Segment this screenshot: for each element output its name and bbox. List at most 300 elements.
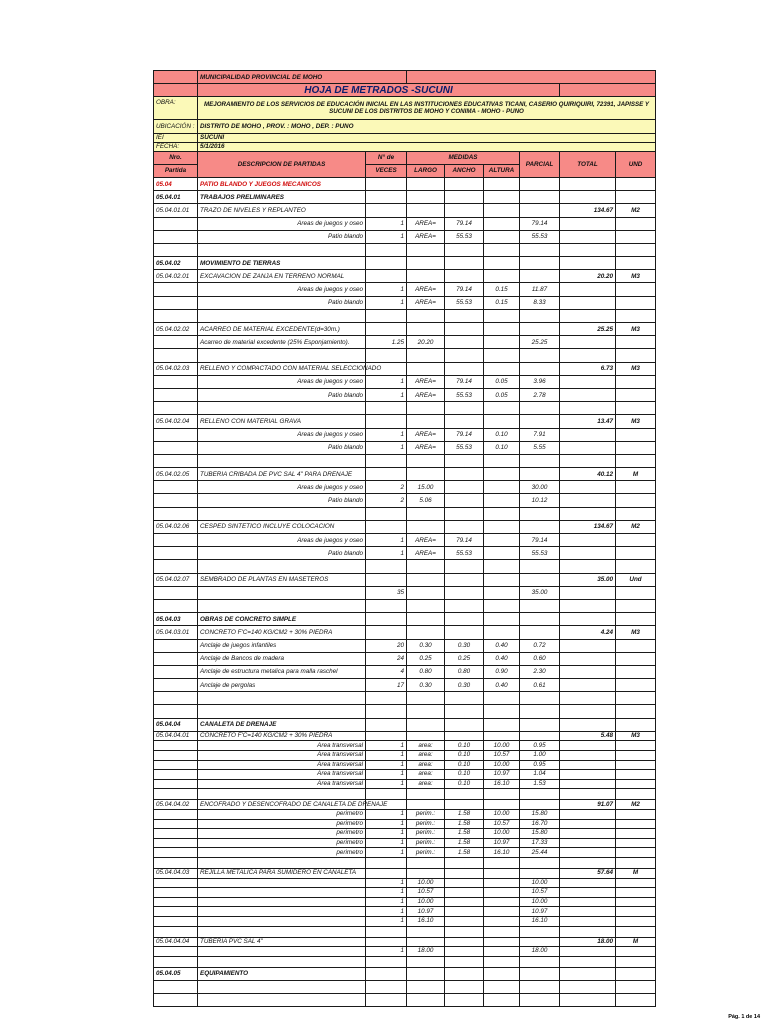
ancho-value bbox=[445, 204, 484, 217]
table-row bbox=[154, 947, 656, 957]
parcial-value: 0.95 bbox=[520, 741, 560, 751]
largo-value bbox=[407, 967, 445, 980]
parcial-value: 0.95 bbox=[520, 760, 560, 770]
veces-value bbox=[366, 309, 407, 322]
ancho-value bbox=[445, 789, 484, 800]
largo-value: 10.00 bbox=[407, 897, 445, 907]
partida-code: 05.04.02.06 bbox=[154, 520, 198, 533]
total-value bbox=[560, 967, 616, 980]
table-row bbox=[154, 296, 656, 309]
altura-value: 10.00 bbox=[484, 760, 520, 770]
ancho-value bbox=[445, 573, 484, 586]
col-medidas: MEDIDAS bbox=[407, 151, 520, 164]
und-value bbox=[616, 956, 656, 967]
veces-value: 1 bbox=[366, 947, 407, 957]
largo-value: AREA= bbox=[407, 230, 445, 243]
total-value bbox=[560, 560, 616, 573]
table-row bbox=[154, 375, 656, 388]
ancho-value: 55.53 bbox=[445, 441, 484, 454]
largo-value bbox=[407, 177, 445, 190]
ancho-value bbox=[445, 613, 484, 626]
total-value: 6.73 bbox=[560, 362, 616, 375]
ancho-value bbox=[445, 692, 484, 705]
table-row bbox=[154, 217, 656, 230]
largo-value: AREA= bbox=[407, 296, 445, 309]
veces-value: 1 bbox=[366, 441, 407, 454]
ancho-value: 0.10 bbox=[445, 751, 484, 761]
parcial-value: 16.10 bbox=[520, 916, 560, 926]
und-value: M3 bbox=[616, 731, 656, 741]
altura-value bbox=[484, 481, 520, 494]
parcial-value bbox=[520, 573, 560, 586]
parcial-value bbox=[520, 454, 560, 467]
largo-value: AREA= bbox=[407, 441, 445, 454]
partida-description: Areas de juegos y oseo bbox=[198, 283, 366, 296]
table-row bbox=[154, 819, 656, 829]
partida-description: CONCRETO F'C=140 KG/CM2 + 30% PIEDRA bbox=[198, 626, 366, 639]
veces-value bbox=[366, 731, 407, 741]
table-row bbox=[154, 779, 656, 789]
table-row bbox=[154, 243, 656, 256]
partida-code: 05.04.04.03 bbox=[154, 868, 198, 878]
table-row bbox=[154, 270, 656, 283]
ancho-value: 0.10 bbox=[445, 770, 484, 780]
largo-value: AREA= bbox=[407, 547, 445, 560]
largo-value: area: bbox=[407, 760, 445, 770]
total-value bbox=[560, 507, 616, 520]
ancho-value bbox=[445, 731, 484, 741]
largo-value bbox=[407, 309, 445, 322]
partida-description: EQUIPAMIENTO bbox=[198, 967, 366, 980]
parcial-value bbox=[520, 560, 560, 573]
total-value bbox=[560, 296, 616, 309]
partida-description bbox=[198, 897, 366, 907]
parcial-value bbox=[520, 599, 560, 612]
partida-code bbox=[154, 534, 198, 547]
total-value bbox=[560, 829, 616, 839]
und-value bbox=[616, 217, 656, 230]
total-value bbox=[560, 534, 616, 547]
altura-value bbox=[484, 705, 520, 718]
total-value bbox=[560, 705, 616, 718]
und-value bbox=[616, 878, 656, 888]
table-row bbox=[154, 336, 656, 349]
altura-value bbox=[484, 560, 520, 573]
total-value bbox=[560, 349, 616, 362]
table-row bbox=[154, 362, 656, 375]
partida-description: perimetro bbox=[198, 819, 366, 829]
table-row bbox=[154, 888, 656, 898]
und-value bbox=[616, 454, 656, 467]
total-value bbox=[560, 897, 616, 907]
partida-code bbox=[154, 980, 198, 993]
parcial-value: 0.61 bbox=[520, 679, 560, 692]
largo-value bbox=[407, 402, 445, 415]
iei-value: SUCUNI bbox=[198, 133, 656, 142]
total-value bbox=[560, 586, 616, 599]
ancho-value bbox=[445, 800, 484, 810]
table-row bbox=[154, 349, 656, 362]
altura-value bbox=[484, 692, 520, 705]
partida-code bbox=[154, 947, 198, 957]
altura-value bbox=[484, 230, 520, 243]
ancho-value bbox=[445, 967, 484, 980]
partida-description: SEMBRADO DE PLANTAS EN MASETEROS bbox=[198, 573, 366, 586]
table-row bbox=[154, 481, 656, 494]
total-value bbox=[560, 907, 616, 917]
table-row bbox=[154, 692, 656, 705]
und-value: M3 bbox=[616, 362, 656, 375]
col-altura: ALTURA bbox=[484, 164, 520, 177]
und-value bbox=[616, 789, 656, 800]
ancho-value bbox=[445, 916, 484, 926]
partida-code: 05.04.02.01 bbox=[154, 270, 198, 283]
partida-description: CONCRETO F'C=140 KG/CM2 + 30% PIEDRA bbox=[198, 731, 366, 741]
und-value bbox=[616, 926, 656, 937]
total-value: 18.00 bbox=[560, 937, 616, 947]
altura-value bbox=[484, 967, 520, 980]
altura-value bbox=[484, 857, 520, 868]
header-blank-cell bbox=[154, 84, 198, 97]
und-value bbox=[616, 679, 656, 692]
partida-code bbox=[154, 441, 198, 454]
altura-value bbox=[484, 217, 520, 230]
ancho-value bbox=[445, 626, 484, 639]
veces-value: 1 bbox=[366, 547, 407, 560]
altura-value bbox=[484, 415, 520, 428]
iei-label: IEI bbox=[154, 133, 198, 142]
total-value bbox=[560, 994, 616, 1007]
col-parcial: PARCIAL bbox=[520, 151, 560, 177]
partida-code: 05.04.03.01 bbox=[154, 626, 198, 639]
und-value bbox=[616, 888, 656, 898]
total-value bbox=[560, 718, 616, 731]
und-value bbox=[616, 296, 656, 309]
veces-value: 1 bbox=[366, 741, 407, 751]
partida-description bbox=[198, 956, 366, 967]
veces-value bbox=[366, 349, 407, 362]
altura-value bbox=[484, 336, 520, 349]
largo-value: AREA= bbox=[407, 217, 445, 230]
ancho-value bbox=[445, 270, 484, 283]
partida-code bbox=[154, 547, 198, 560]
altura-value: 10.57 bbox=[484, 819, 520, 829]
table-row bbox=[154, 454, 656, 467]
veces-value bbox=[366, 718, 407, 731]
table-row bbox=[154, 994, 656, 1007]
partida-description: perimetro bbox=[198, 848, 366, 858]
total-value bbox=[560, 230, 616, 243]
ancho-value bbox=[445, 705, 484, 718]
und-value bbox=[616, 751, 656, 761]
table-row bbox=[154, 800, 656, 810]
partida-code bbox=[154, 779, 198, 789]
ancho-value: 0.10 bbox=[445, 779, 484, 789]
partida-code bbox=[154, 888, 198, 898]
veces-value: 1 bbox=[366, 388, 407, 401]
col-total: TOTAL bbox=[560, 151, 616, 177]
partida-code bbox=[154, 336, 198, 349]
parcial-value bbox=[520, 309, 560, 322]
largo-value bbox=[407, 718, 445, 731]
und-value: M2 bbox=[616, 204, 656, 217]
partida-description: Areas de juegos y oseo bbox=[198, 534, 366, 547]
largo-value bbox=[407, 560, 445, 573]
ancho-value bbox=[445, 560, 484, 573]
ancho-value: 79.14 bbox=[445, 217, 484, 230]
partida-description: ENCOFRADO Y DESENCOFRADO DE CANALETA DE DRENAJE bbox=[198, 800, 366, 810]
parcial-value: 1.04 bbox=[520, 770, 560, 780]
veces-value bbox=[366, 507, 407, 520]
altura-value bbox=[484, 323, 520, 336]
largo-value bbox=[407, 454, 445, 467]
ancho-value: 0.25 bbox=[445, 652, 484, 665]
veces-value: 1 bbox=[366, 230, 407, 243]
veces-value bbox=[366, 789, 407, 800]
partida-description bbox=[198, 402, 366, 415]
altura-value: 10.00 bbox=[484, 829, 520, 839]
largo-value: 10.97 bbox=[407, 907, 445, 917]
largo-value bbox=[407, 586, 445, 599]
partida-code: 05.04.04 bbox=[154, 718, 198, 731]
largo-value bbox=[407, 857, 445, 868]
parcial-value bbox=[520, 626, 560, 639]
partida-description: REJILLA METALICA PARA SUMIDERO EN CANALETA bbox=[198, 868, 366, 878]
parcial-value bbox=[520, 980, 560, 993]
table-row bbox=[154, 718, 656, 731]
partida-code bbox=[154, 692, 198, 705]
veces-value: 1 bbox=[366, 760, 407, 770]
total-value: 13.47 bbox=[560, 415, 616, 428]
partida-description: Patio blando bbox=[198, 388, 366, 401]
table-row bbox=[154, 388, 656, 401]
veces-value: 17 bbox=[366, 679, 407, 692]
partida-code bbox=[154, 349, 198, 362]
parcial-value bbox=[520, 468, 560, 481]
und-value bbox=[616, 481, 656, 494]
altura-value bbox=[484, 177, 520, 190]
altura-value bbox=[484, 257, 520, 270]
largo-value bbox=[407, 626, 445, 639]
largo-value bbox=[407, 204, 445, 217]
parcial-value: 30.00 bbox=[520, 481, 560, 494]
veces-value: 4 bbox=[366, 665, 407, 678]
table-row bbox=[154, 494, 656, 507]
und-value bbox=[616, 639, 656, 652]
veces-value: 1 bbox=[366, 916, 407, 926]
altura-value: 16.10 bbox=[484, 848, 520, 858]
municipalidad-label: MUNICIPALIDAD PROVINCIAL DE MOHO bbox=[198, 71, 407, 84]
altura-value bbox=[484, 270, 520, 283]
und-value bbox=[616, 692, 656, 705]
partida-code bbox=[154, 705, 198, 718]
altura-value bbox=[484, 956, 520, 967]
und-value bbox=[616, 230, 656, 243]
veces-value: 1 bbox=[366, 770, 407, 780]
total-value bbox=[560, 956, 616, 967]
table-row bbox=[154, 652, 656, 665]
ancho-value: 0.10 bbox=[445, 741, 484, 751]
altura-value bbox=[484, 789, 520, 800]
total-value bbox=[560, 613, 616, 626]
parcial-value bbox=[520, 415, 560, 428]
veces-value: 1 bbox=[366, 534, 407, 547]
altura-value bbox=[484, 731, 520, 741]
parcial-value bbox=[520, 204, 560, 217]
partida-code bbox=[154, 665, 198, 678]
partida-description: Areas de juegos y oseo bbox=[198, 375, 366, 388]
largo-value: area: bbox=[407, 779, 445, 789]
partida-description: Patio blando bbox=[198, 296, 366, 309]
total-value bbox=[560, 916, 616, 926]
table-row bbox=[154, 560, 656, 573]
veces-value bbox=[366, 599, 407, 612]
partida-code bbox=[154, 428, 198, 441]
largo-value bbox=[407, 349, 445, 362]
altura-value bbox=[484, 888, 520, 898]
total-value bbox=[560, 838, 616, 848]
und-value bbox=[616, 177, 656, 190]
veces-value: 1 bbox=[366, 779, 407, 789]
table-row bbox=[154, 599, 656, 612]
und-value bbox=[616, 809, 656, 819]
und-value bbox=[616, 547, 656, 560]
table-row bbox=[154, 586, 656, 599]
header-blank-cell bbox=[154, 71, 198, 84]
largo-value bbox=[407, 243, 445, 256]
largo-value bbox=[407, 868, 445, 878]
veces-value bbox=[366, 257, 407, 270]
parcial-value: 1.00 bbox=[520, 751, 560, 761]
und-value bbox=[616, 336, 656, 349]
ancho-value bbox=[445, 599, 484, 612]
veces-value: 1.25 bbox=[366, 336, 407, 349]
parcial-value: 15.80 bbox=[520, 829, 560, 839]
altura-value: 0.15 bbox=[484, 296, 520, 309]
metrados-sheet bbox=[153, 70, 655, 1007]
veces-value: 24 bbox=[366, 652, 407, 665]
partida-description bbox=[198, 916, 366, 926]
und-value bbox=[616, 191, 656, 204]
und-value bbox=[616, 967, 656, 980]
und-value bbox=[616, 779, 656, 789]
und-value bbox=[616, 857, 656, 868]
partida-description bbox=[198, 586, 366, 599]
total-value bbox=[560, 454, 616, 467]
largo-value: 0.80 bbox=[407, 665, 445, 678]
altura-value bbox=[484, 191, 520, 204]
partida-description bbox=[198, 888, 366, 898]
altura-value: 10.00 bbox=[484, 809, 520, 819]
altura-value: 16.10 bbox=[484, 779, 520, 789]
partida-code bbox=[154, 652, 198, 665]
und-value bbox=[616, 309, 656, 322]
veces-value: 1 bbox=[366, 907, 407, 917]
veces-value bbox=[366, 868, 407, 878]
total-value: 91.07 bbox=[560, 800, 616, 810]
altura-value bbox=[484, 349, 520, 362]
partida-code bbox=[154, 494, 198, 507]
altura-value bbox=[484, 362, 520, 375]
partida-code: 05.04.01 bbox=[154, 191, 198, 204]
largo-value bbox=[407, 468, 445, 481]
partida-description bbox=[198, 243, 366, 256]
largo-value bbox=[407, 692, 445, 705]
ancho-value bbox=[445, 956, 484, 967]
total-value bbox=[560, 751, 616, 761]
ancho-value bbox=[445, 336, 484, 349]
col-ancho: ANCHO bbox=[445, 164, 484, 177]
partida-description: Area transversal bbox=[198, 779, 366, 789]
und-value: M3 bbox=[616, 323, 656, 336]
largo-value: 10.57 bbox=[407, 888, 445, 898]
table-row bbox=[154, 760, 656, 770]
partida-description bbox=[198, 907, 366, 917]
veces-value: 1 bbox=[366, 283, 407, 296]
altura-value: 0.90 bbox=[484, 665, 520, 678]
altura-value bbox=[484, 897, 520, 907]
veces-value bbox=[366, 560, 407, 573]
parcial-value bbox=[520, 362, 560, 375]
parcial-value bbox=[520, 926, 560, 937]
partida-code bbox=[154, 994, 198, 1007]
und-value bbox=[616, 349, 656, 362]
altura-value bbox=[484, 980, 520, 993]
veces-value: 1 bbox=[366, 848, 407, 858]
partida-description: Area transversal bbox=[198, 741, 366, 751]
parcial-value bbox=[520, 257, 560, 270]
veces-value: 1 bbox=[366, 375, 407, 388]
table-row bbox=[154, 415, 656, 428]
table-row bbox=[154, 705, 656, 718]
altura-value bbox=[484, 868, 520, 878]
total-value bbox=[560, 494, 616, 507]
total-value bbox=[560, 191, 616, 204]
total-value bbox=[560, 926, 616, 937]
partida-description: TRABAJOS PRELIMINARES bbox=[198, 191, 366, 204]
parcial-value bbox=[520, 507, 560, 520]
partida-code: 05.04.02 bbox=[154, 257, 198, 270]
partida-code bbox=[154, 741, 198, 751]
altura-value bbox=[484, 599, 520, 612]
largo-value: AREA= bbox=[407, 375, 445, 388]
partida-code bbox=[154, 243, 198, 256]
ancho-value bbox=[445, 947, 484, 957]
total-value bbox=[560, 481, 616, 494]
partida-description: Anclaje de estructura metalica para malla raschel bbox=[198, 665, 366, 678]
und-value bbox=[616, 494, 656, 507]
parcial-value: 10.00 bbox=[520, 878, 560, 888]
largo-value bbox=[407, 415, 445, 428]
und-value: M bbox=[616, 868, 656, 878]
und-value bbox=[616, 947, 656, 957]
partida-description: CANALETA DE DRENAJE bbox=[198, 718, 366, 731]
largo-value: 16.10 bbox=[407, 916, 445, 926]
ancho-value: 79.14 bbox=[445, 283, 484, 296]
partida-code: 05.04.04.04 bbox=[154, 937, 198, 947]
und-value bbox=[616, 980, 656, 993]
altura-value: 0.05 bbox=[484, 388, 520, 401]
veces-value: 2 bbox=[366, 481, 407, 494]
partida-code bbox=[154, 586, 198, 599]
table-row bbox=[154, 937, 656, 947]
und-value: M2 bbox=[616, 800, 656, 810]
und-value bbox=[616, 586, 656, 599]
parcial-value bbox=[520, 994, 560, 1007]
largo-value: 0.25 bbox=[407, 652, 445, 665]
ancho-value bbox=[445, 718, 484, 731]
table-row bbox=[154, 520, 656, 533]
